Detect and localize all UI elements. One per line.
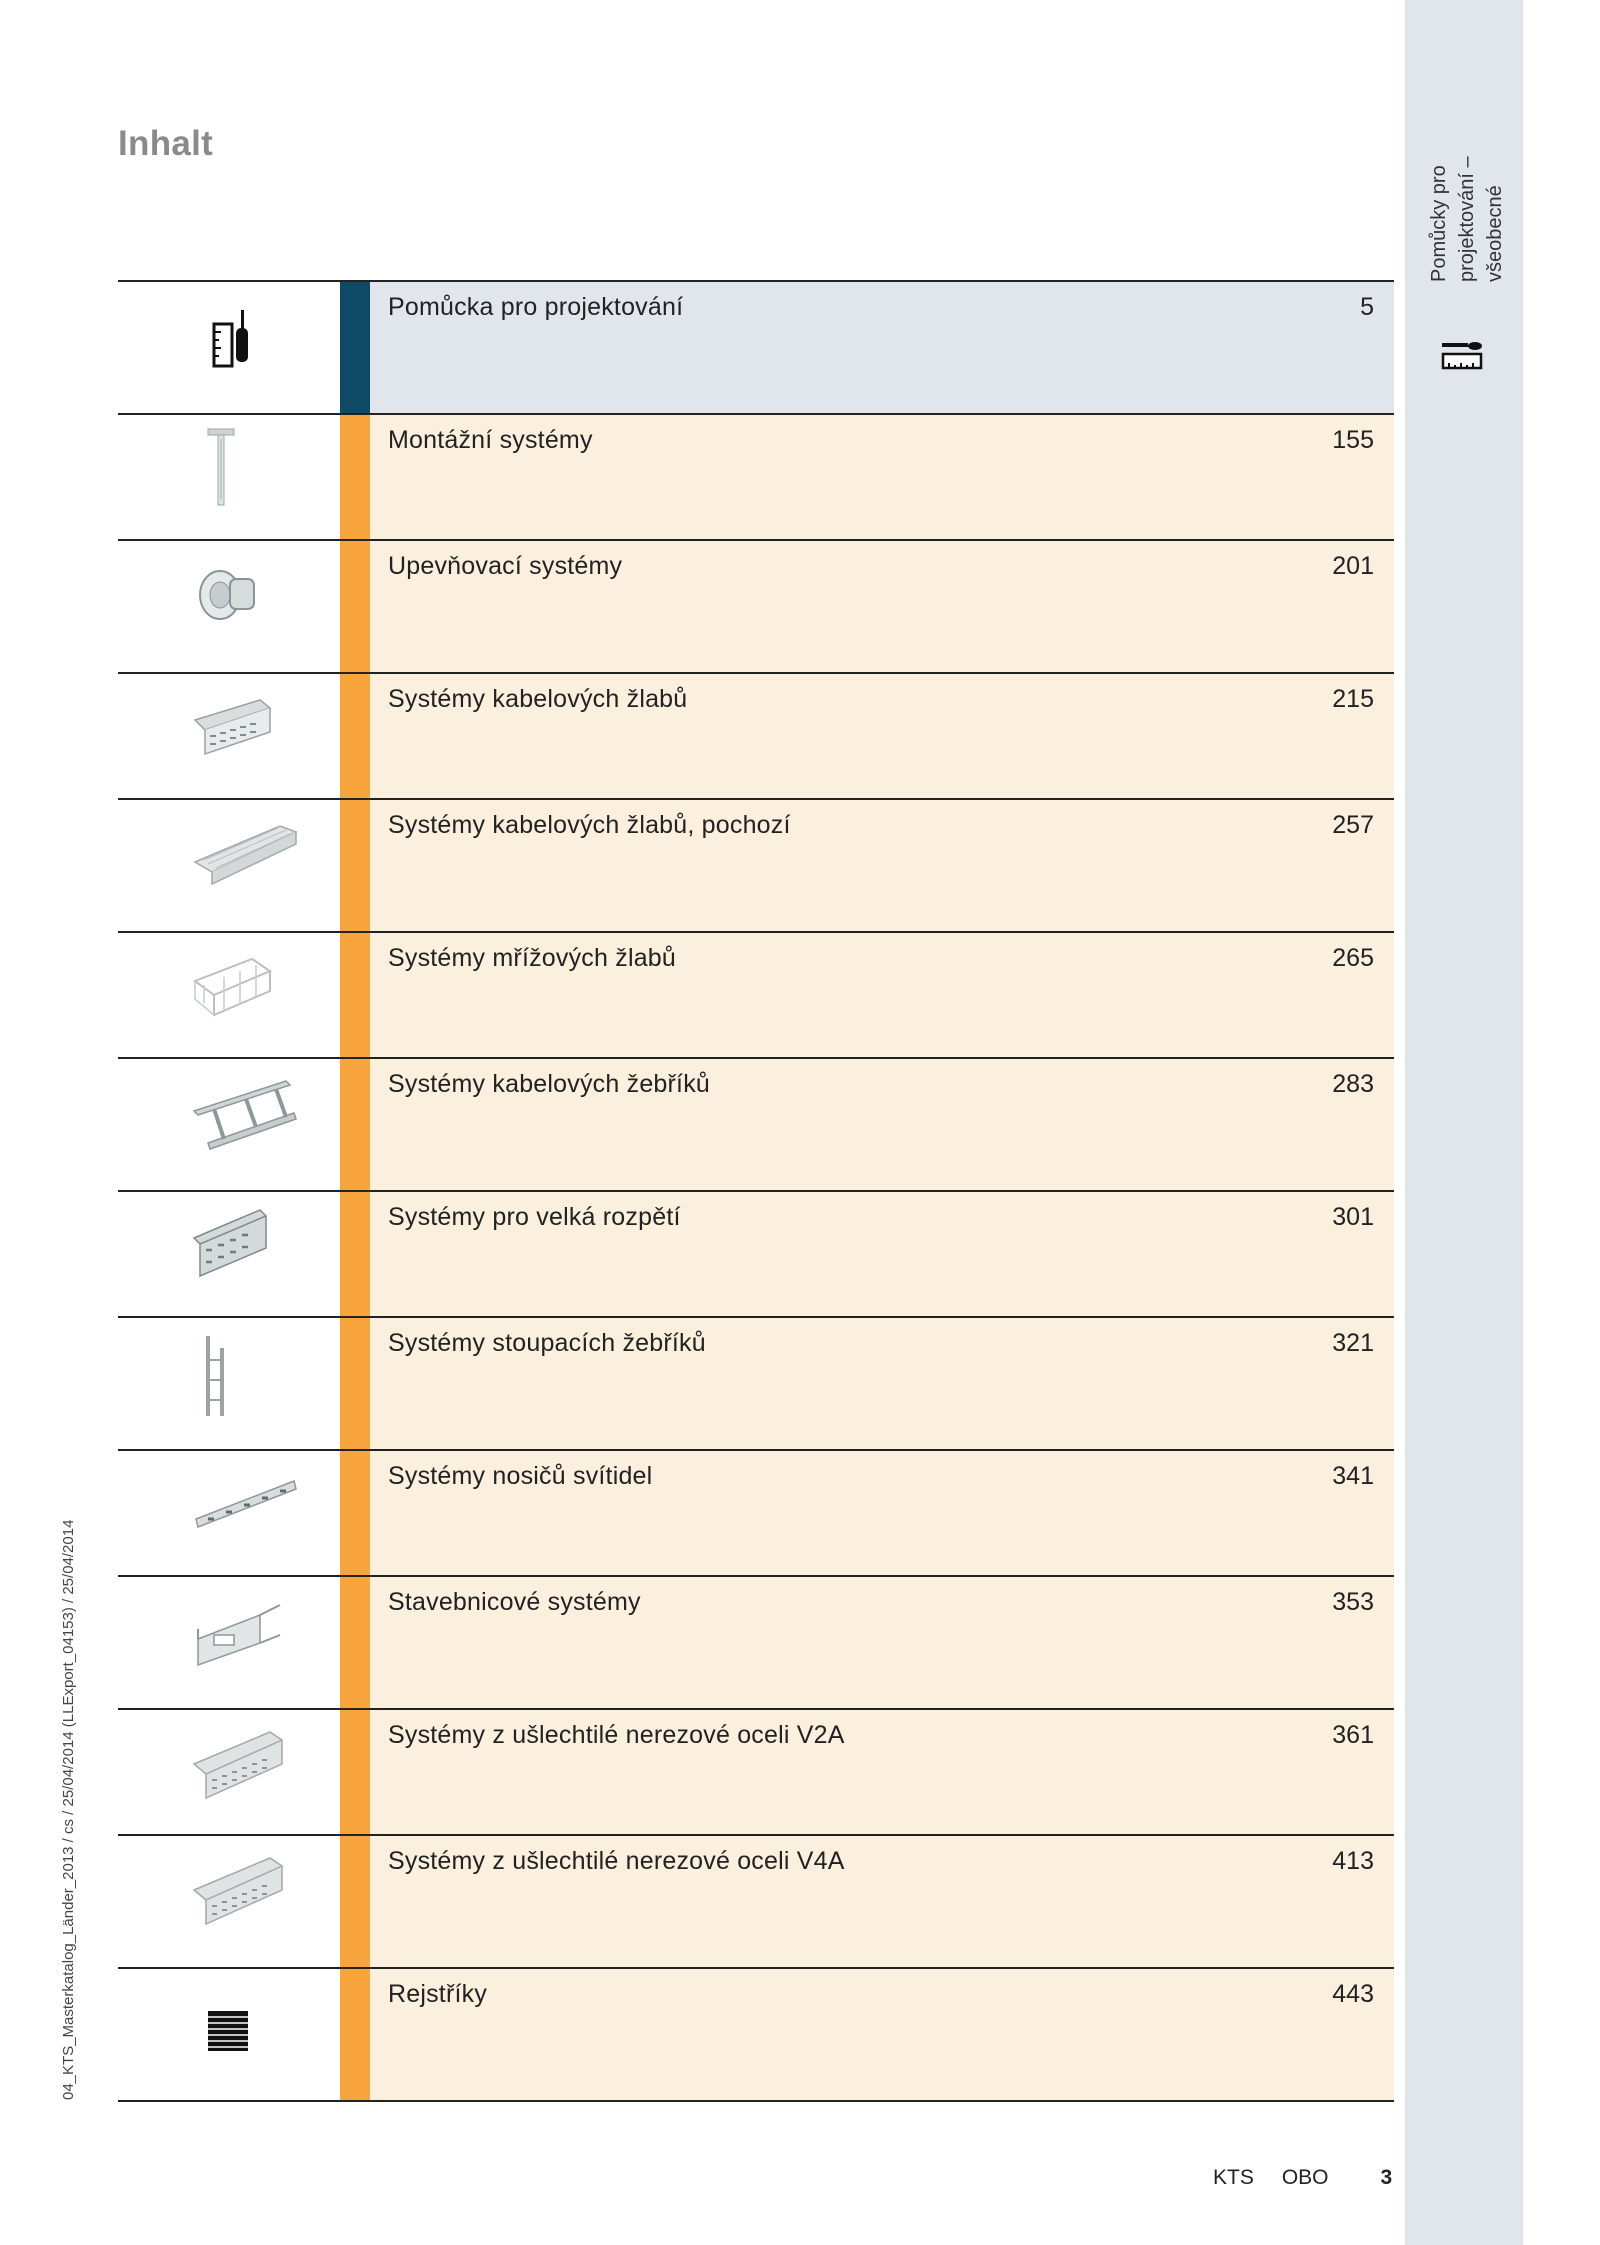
section-image [118,1710,340,1834]
cable-tray-icon [190,686,280,776]
mesh-tray-icon [190,945,280,1035]
toc-row-mesh-tray[interactable] [118,931,1394,1057]
toc-label[interactable]: Systémy mřížových žlabů [388,944,677,972]
walkable-cable-tray-icon [190,812,300,902]
toc-body [370,282,1394,413]
toc-row-stainless-v4a[interactable] [118,1834,1394,1967]
section-image [118,1969,340,2100]
toc-row-cable-ladder[interactable] [118,1057,1394,1190]
section-color-bar [340,800,370,931]
anchor-fixing-icon [190,553,270,643]
toc-page-number[interactable]: 353 [1332,1588,1374,1616]
toc-page-number[interactable]: 413 [1332,1847,1374,1875]
toc-page-number[interactable]: 283 [1332,1070,1374,1098]
index-icon [190,1981,250,2071]
toc-row-stainless-v2a[interactable] [118,1708,1394,1834]
toc-label[interactable]: Systémy nosičů svítidel [388,1462,653,1490]
modular-system-icon [190,1589,290,1679]
toc-body [370,541,1394,672]
toc-body [370,1192,1394,1316]
section-color-bar [340,1451,370,1575]
section-image [118,674,340,798]
section-color-bar [340,1969,370,2100]
page-footer [1213,2166,1392,2190]
side-tab [1405,0,1523,2245]
toc-page-number[interactable]: 5 [1360,293,1374,321]
toc-row-cable-tray[interactable] [118,672,1394,798]
toc-row-walkable-tray[interactable] [118,798,1394,931]
toc-body [370,674,1394,798]
section-color-bar [340,415,370,539]
section-image [118,1192,340,1316]
toc-row-luminaire-carrier[interactable] [118,1449,1394,1575]
toc-body [370,1059,1394,1190]
toc-label[interactable]: Stavebnicové systémy [388,1588,641,1616]
print-meta: 04_KTS_Masterkatalog_Länder_2013 / cs / 25/04/2014 (LLExport_04153) / 25/04/2014 [60,1519,77,2100]
toc-label[interactable]: Systémy kabelových žlabů [388,685,688,713]
toc-body [370,1969,1394,2100]
wide-span-tray-icon [190,1204,280,1294]
table-of-contents [118,280,1394,2102]
riser-ladder-icon [190,1330,250,1420]
toc-body [370,1318,1394,1449]
section-image [118,1577,340,1708]
toc-row-riser-ladder[interactable] [118,1316,1394,1449]
toc-label[interactable]: Pomůcka pro projektování [388,293,684,321]
toc-row-wide-span[interactable] [118,1190,1394,1316]
section-color-bar [340,1836,370,1967]
toc-body [370,1836,1394,1967]
section-color-bar [340,674,370,798]
toc-body [370,1451,1394,1575]
footer-company: OBO [1281,2166,1329,2189]
toc-row-modular[interactable] [118,1575,1394,1708]
toc-row-mounting[interactable] [118,413,1394,539]
section-image [118,800,340,931]
toc-page-number[interactable]: 361 [1332,1721,1374,1749]
stainless-tray-v4a-icon [190,1848,290,1938]
section-image [118,415,340,539]
toc-page-number[interactable]: 321 [1332,1329,1374,1357]
section-color-bar [340,933,370,1057]
section-color-bar [340,1192,370,1316]
toc-page-number[interactable]: 257 [1332,811,1374,839]
toc-body [370,800,1394,931]
toc-row-fixing[interactable] [118,539,1394,672]
toc-label[interactable]: Systémy kabelových žebříků [388,1070,710,1098]
toc-label[interactable]: Montážní systémy [388,426,593,454]
page-number: 3 [1380,2166,1393,2189]
toc-page-number[interactable]: 155 [1332,426,1374,454]
toc-row-planning[interactable] [118,280,1394,413]
mounting-rail-icon [190,427,250,517]
section-image [118,1059,340,1190]
section-color-bar [340,541,370,672]
section-image [118,1451,340,1575]
section-image [118,282,340,413]
section-image [118,1318,340,1449]
toc-label[interactable]: Rejstříky [388,1980,488,2008]
section-color-bar [340,1059,370,1190]
toc-label[interactable]: Systémy z ušlechtilé nerezové oceli V4A [388,1847,845,1875]
toc-body [370,415,1394,539]
side-tab-label: Pomůcky pro projektování – všeobecné [1428,156,1506,282]
luminaire-carrier-icon [190,1463,300,1553]
footer-brand: KTS [1213,2166,1254,2189]
toc-label[interactable]: Systémy stoupacích žebříků [388,1329,706,1357]
section-color-bar [340,1710,370,1834]
ruler-screwdriver-icon [1441,342,1483,372]
cable-ladder-icon [190,1071,300,1161]
toc-row-index[interactable] [118,1967,1394,2102]
toc-body [370,1710,1394,1834]
section-image [118,541,340,672]
toc-body [370,933,1394,1057]
toc-page-number[interactable]: 301 [1332,1203,1374,1231]
section-color-bar [340,1577,370,1708]
section-image [118,933,340,1057]
page-title: Inhalt [118,124,214,163]
toc-body [370,1577,1394,1708]
section-color-bar [340,282,370,413]
toc-label[interactable]: Upevňovací systémy [388,552,623,580]
toc-page-number[interactable]: 443 [1332,1980,1374,2008]
toc-page-number[interactable]: 341 [1332,1462,1374,1490]
toc-label[interactable]: Systémy kabelových žlabů, pochozí [388,811,791,839]
toc-label[interactable]: Systémy z ušlechtilé nerezové oceli V2A [388,1721,845,1749]
section-image [118,1836,340,1967]
toc-page-number[interactable]: 201 [1332,552,1374,580]
toc-page-number[interactable]: 215 [1332,685,1374,713]
toc-page-number[interactable]: 265 [1332,944,1374,972]
ruler-screwdriver-icon [190,294,250,384]
section-color-bar [340,1318,370,1449]
stainless-tray-v2a-icon [190,1722,290,1812]
toc-label[interactable]: Systémy pro velká rozpětí [388,1203,681,1231]
